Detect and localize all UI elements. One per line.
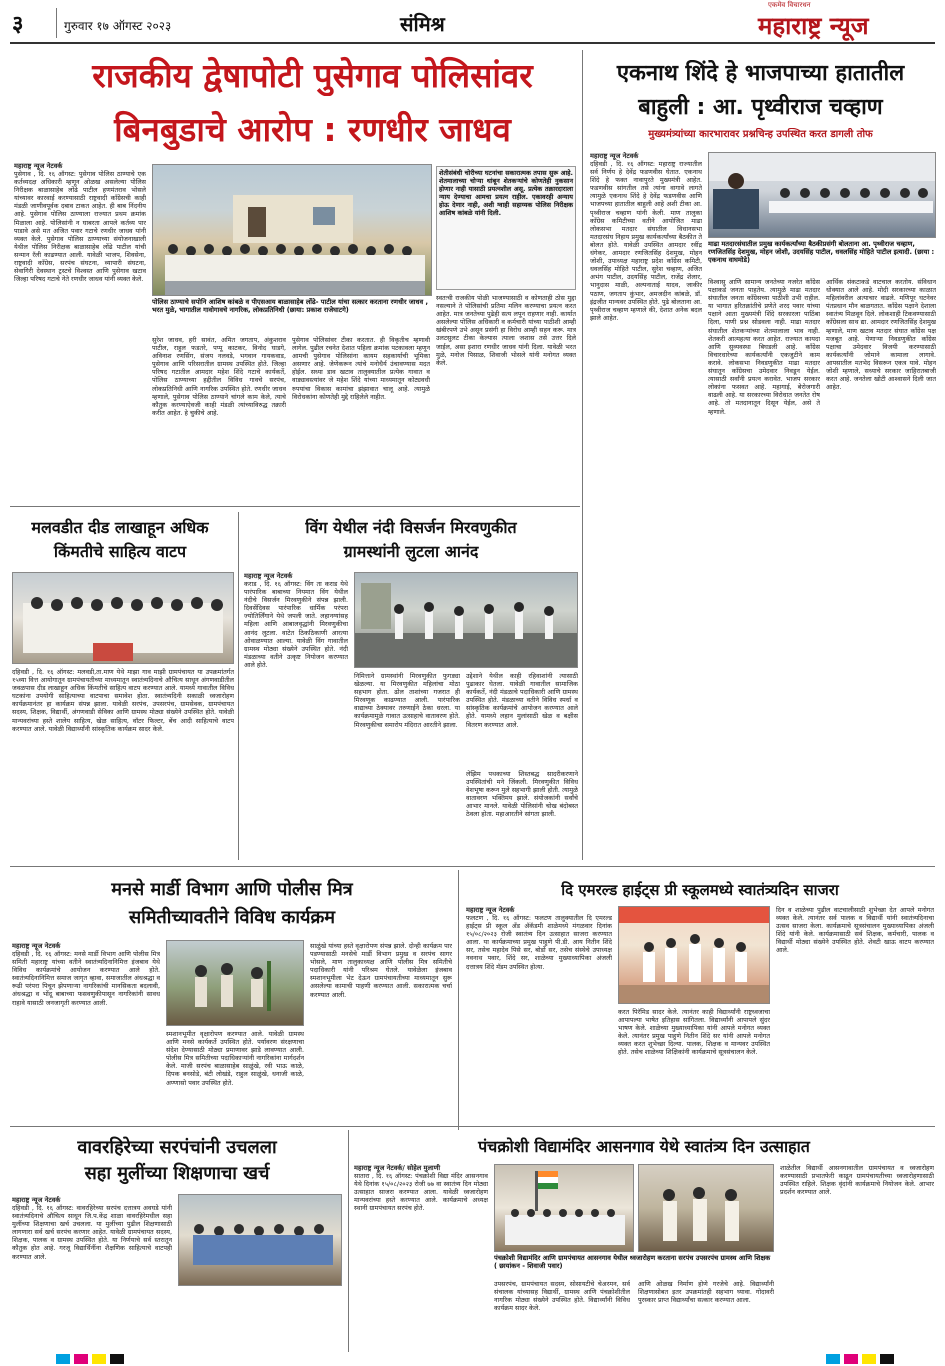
story7-photo [178,1194,342,1286]
story4-col1-text: कराड , दि. १६ ऑगस्ट: विंग ता कराड येथे पारंपारिक बाबाच्या नियमात विंग येथील नंदीचे विसर्जन मिरवणुकीने संपन्न झाली. दिवसेंदिवस पारंपारिक धार्मिक परंपरा ज्योतिर्लिंगाने येथे जपली जाते. लहानग्यांसह महिला आणि आबालवृद्धांनी मिरवणुकीचा आनंद लुटला. वाटेत ठिकठिकाणी आरत्या ओवाळण्यात आल्या. यावेळी विंग गावातील ग्रामस्थ मोठ्या संख्येने उपस्थित होते. नंदी मंडळाच्या वतीने उत्कृष्ट नियोजन करण्यात आले होते. [244,580,348,669]
story8-byline: महाराष्ट्र न्यूज नेटवर्क/ सोहेल मुलाणी [354,1164,441,1172]
page-number: ३ [12,12,24,37]
cyan-swatch [56,1354,70,1364]
page-header [0,0,945,44]
story3-photo-art [13,573,234,664]
story3-headline-line2: किंमतीचे साहित्य वाटप [53,542,187,561]
story3-body: दहिवडी , दि. १६ ऑगस्ट: मलवडी,ता.माण येथे माझा गाव माझी ग्रामपंचायत या उपक्रमांतर्गत १५व्या वित्त आयोगातून ग्रामपंचायतीच्या माध्यमातून स्वातंत्र्यदिनाचे औचित्य साधून अंगणवाडीतील जवळपास दीड लाखाहून अधिक किंमतीचे साहित्य वाटप करण्यात आले. यामध्ये गावातील विविध घटकांना उपयोगी साहित्याच्या वाटपाचा समावेश होता. स्वातंत्र्यदिनी सकाळी ध्वजारोहण कार्यक्रमानंतर हा कार्यक्रम संपन्न झाला. यावेळी सरपंच, उपसरपंच, ग्रामसेवक, ग्रामपंचायत सदस्य, शिक्षक, विद्यार्थी, अंगणवाडी सेविका आणि ग्रामस्थ मोठ्या संख्येने उपस्थित होते. यावेळी मान्यवरांच्या हस्ते शालेय साहित्य, खेळ साहित्य, वॉटर फिल्टर, बेंच आदी साहित्याचे वाटप करण्यात आले. यावेळी विद्यार्थ्यांनी सांस्कृतिक कार्यक्रम सादर केले. [12,668,234,733]
story4-col2: निमित्ताने ग्रामस्थांनी मिरवणुकीत फुगड्या खेळल्या. या मिरवणुकीत महिलांचा मोठा सहभाग होता. ढोल ताशांच्या गजरात ही मिरवणूक काढण्यात आली. पारंपारिक वाद्याच्या ठेक्यावर तरुणाईने ठेका धरला. या कार्यक्रमामुळे गावात उत्साहाचे वातावरण होते. मिरवणुकीचा समारोप मंदिरात आरतीने झाला. [354,672,460,729]
story1-col4: स्वतःची राजकीय पोळी भाजण्यासाठी व कोणताही ठोस मुद्दा नसल्याने ते पोलिसांची प्रतिमा मलिन करण्याचा प्रयत्न करत आहेत. मात्र जनतेच्या पुढेही सत्य लपून राहणार नाही. कार्यात असलेल्या पोलिस अधिकारी व कर्मचारी यांच्या पाठीशी आम्ही खंबीरपणे उभे असून प्रसंगी हा विरोध आम्ही सहन करू. मात्र उलटसुलट टीका केल्यास त्याला जशास तसे उत्तर दिले जाईल, असा इशारा रणधीर जाधव यांनी दिला. यावेळी भरत मुळे, मनोज पिसाळ, शिवाजी भोसले यांनी मनोगत व्यक्त केले. [436,294,576,367]
story5-col3: साळुंखे यांच्या हस्ते वृक्षारोपण संपन्न झाले. दोन्ही कार्यक्रम पार पडण्यासाठी मनसेचे मार्डी विभाग प्रमुख व सरपंच सागर भोसले, माण तालुकाध्यक्ष आणि पोलीस मित्र समितीचे पदाधिकारी यांनी परिश्रम घेतले. यावेळेला इंजबाव स्मशानभूमीला भेट देऊन ग्रामपंचायतीच्या माध्यमातून सुरू असलेल्या कामाची पाहणी करण्यात आली. सकारात्मक चर्चा करण्यात आली. [310,942,452,999]
story1-col3: पुसेगाव पोलिसांवर टीका करतात. ही विकृतीच म्हणावी लागेल. पुढील रचनेत देशात पहिला क्रमांक पटकावला म्हणून आमची पुसेगाव पोलिसांना कायम सहकार्याची भूमिका असणार आहे. जेणेकरून त्यांचे मनोधैर्य उंचावण्यास मदत होईल. सध्या डाव खटाव तालुक्यातील प्रत्येक गावात व वाड्यावस्त्यांवर जे महेश शिंदे यांच्या माध्यमातून कोट्यवधी रुपयांचा विकास कामांचा झंझावात चालू आहे. त्यामुळे विरोधकांना कोणतेही मुद्दे राहिलेले नाहीत. [292,336,430,401]
story2-subhead: मुख्यमंत्र्यांच्या कारभारावर प्रश्नचिन्ह उपस्थित करत डागली तोफ [648,129,873,140]
cyan-swatch [826,1354,840,1364]
story4-col3: उद्देशाने येथील काही रहिवाशांनी त्यासाठी पुढाकार घेतला. यावेळी गावातील सामाजिक कार्यकर्ते, नंदी मंडळाचे पदाधिकारी आणि ग्रामस्थ उपस्थित होते. मंडळाच्या वतीने विविध स्पर्धा व सांस्कृतिक कार्यक्रमांचे आयोजन करण्यात आले होते. यामध्ये लहान मुलांसाठी खेळ व बक्षीस वितरण करण्यात आले. [466,672,578,729]
story2-caption [708,240,936,274]
story6-photo [618,906,770,1004]
story4-photo [354,572,578,668]
story1-photo-art [153,165,432,296]
story5-col1-text: दहिवडी , दि. १६ ऑगस्ट: मनसे मार्डी विभाग आणि पोलीस मित्र समिती महाराष्ट्र यांच्या वतीने स्वातंत्र्यदिनानिमित्त इंजबाव येथे विविध कार्यक्रमांचे आयोजन करण्यात आले होते. स्वातंत्र्यदिनानिमित्त समाज जागृत व्हावा, समाजातील अंधश्रद्धा व रूढी परंपरा पिचून झेपणाऱ्या नागरिकांची मानसिकता बदलावी, अंधश्रद्धा व भोंदू बाबाच्या फसवणुकीपासून नागरिकांनी सावध राहावे यासाठी जनजागृती करण्यात आली. [12,950,160,1007]
black-swatch [110,1354,124,1364]
story8-col1 [354,1164,488,1348]
story8-photo-1 [494,1164,634,1252]
story6-col1-text: फलटण , दि. १६ ऑगस्ट: फलटण तालुक्यातील दि एमरल्ड हाईट्स प्री स्कूल अँड ॲकॅडमी शाळेमध्ये मंगळवार दिनांक १५/०८/२०२३ रोजी स्वातंत्र्य दिन उत्साहात साजरा करण्यात आला. या कार्यक्रमाच्या प्रमुख पाहुणे पी.डी. आय नितीन शिंदे सर, तसेच महादेव पिसे सर, बोर्डो सर, तसेच संस्थेचे उपाध्यक्ष नवनाथ पवार, शिंदे सर, शाळेच्या मुख्याध्यापिका अंजली दत्तात्रय शिंदे मॅडम उपस्थित होत्या. [466,914,612,971]
story1-photo [152,164,432,296]
story8-col1-text: सातारा , दि. १६ ऑगस्ट: पंचक्रोशी विद्या मंदिर आसनगाव येथे दिनांक १५/०८/२०२३ रोजी ७७ वा स्वातंत्र्य दिन मोठ्या उत्साहात साजरा करण्यात आला. यावेळी ध्वजारोहण मान्यवरांच्या हस्ते करण्यात आले. कार्यक्रमाचे अध्यक्ष स्थानी ग्रामपंचायत सरपंच होते. [354,1172,488,1213]
story2-col1-text: दहिवडी , दि. १६ ऑगस्ट: महाराष्ट्र राज्यातील सर्व निर्णय हे देवेंद्र फडणवीस घेतात. एकनाथ शिंदे हे फक्त नावापुरते मुख्यमंत्री आहेत. फडणवीस सांगतील तसे त्यांना वागावे लागते त्यामुळे एकनाथ शिंदे हे देवेंद्र फडणवीस आणि भाजपच्या हातातील बाहुली आहे अशी टीका आ. पृथ्वीराज चव्हाण यांनी केली. माण तालुका काँग्रेस कमिटीच्या वतीने आयोजित माढा लोकसभा मतदार संघातील विधानसभा मतदारसंघ निहाय प्रमुख कार्यकर्त्यांच्या बैठकीत ते बोलत होते. यावेळी उपस्थित आमदार रवींद्र धंगेकर, आमदार रणजितसिंह देशमुख, मोहन जोशी, उपाध्यक्ष महाराष्ट्र प्रदेश काँग्रेस कमिटी, धवलसिंह मोहिते पाटील, सुरेश चव्हाण, अजित अभंग पाटील, उदयसिंह पाटील, राजेंद्र शेलार, भानुदास माळी, अल्पनाताई यादव, जाकीर पठाण, जगताप कुंभार, अमजदीन कांबळे, डॉ. इंद्रजीत मान्यवर उपस्थित होते. पुढे बोलताना आ. पृथ्वीराज चव्हाण म्हणाले की, देशात अनेक बदल झाले आहेत. [590,160,702,322]
story5-headline-line2: समितीच्यावतीने विविध कार्यक्रम [128,907,336,928]
magenta-swatch [844,1354,858,1364]
story4-headline-line2: ग्रामस्थांनी लुटला आनंद [343,542,479,561]
issue-date: गुरुवार १७ ऑगस्ट २०२३ [64,19,172,33]
story8-caption [494,1254,774,1276]
story1-sidebar: शेतीसंबंधी चोरीच्या घटनांचा सकारात्मक तपास सुरू आहे. शेतमालाच्या चोऱ्या थांबून शेतकऱ्यांचे कोणतेही नुकसान होणार नाही यासाठी प्रयत्नशील असू. प्रत्येक तक्रारदाराला न्याय देण्याचा आमचा प्रयत्न राहील. एकावरही अन्याय होऊ देणार नाही, अशी ग्वाही सहाय्यक पोलिस निरीक्षक आशिष कांबळे यांनी दिली. [436,166,576,290]
story4-photo-art [355,573,578,668]
magenta-swatch [74,1354,88,1364]
print-registration-strip [0,1354,945,1366]
story6-byline: महाराष्ट्र न्यूज नेटवर्क [466,906,515,914]
story2-headline-line1: एकनाथ शिंदे हे भाजपाच्या हातातील [616,61,905,86]
story1-byline: महाराष्ट्र न्यूज नेटवर्क [14,162,63,170]
story4-col4: लेझिम पथकाच्या शिस्तबद्ध सादरीकरणाने उपस्थितांची मने जिंकली. मिरवणुकीत विविध वेशभूषा करून मुले सहभागी झाली होती. त्यामुळे वातावरण भक्तिमय झाले. संयोजकांनी सर्वांचे आभार मानले. यावेळी पोलिसांनी चोख बंदोबस्त ठेवला होता. महाआरतीने सांगता झाली. [466,770,578,819]
story8-photo-2 [638,1164,774,1252]
story1-headline-line1: राजकीय द्वेषापोटी पुसेगाव पोलिसांवर [92,56,533,95]
story5-col2: स्मशानभूमीत वृक्षारोपण करण्यात आले. यावेळी ग्रामस्थ आणि मनसे कार्यकर्ते उपस्थित होते. पर्यावरण संरक्षणाचा संदेश देण्यासाठी मोठ्या प्रमाणावर झाडे लावण्यात आली. पोलीस मित्र समितीच्या पदाधिकाऱ्यांनी नागरिकांना मार्गदर्शन केले. माजी सरपंच बाळासाहेब साळुंखे, रवी भाऊ काळे, दिपक बनसोडे, बंटी लोखंडे, राहुल साळुंखे, धनाजी काळे, अण्णासो पवार उपस्थित होते. [166,1030,304,1087]
story8-photo-1-art [495,1165,634,1252]
story7-body-cont [178,1290,342,1348]
brand-tagline: एकमेव विचारधन [768,1,811,9]
story2-byline: महाराष्ट्र न्यूज नेटवर्क [590,152,639,160]
story5-photo-art [167,941,304,1026]
story5-col1 [12,942,160,1118]
story1-col1 [14,162,146,574]
story7-body-text: दहिवडी , दि. १६ ऑगस्ट: वावरहिरेच्या सरपंच दत्तात्रय अवघडे यांनी स्वातंत्र्यदिनाचे औचित्य साधून जि.प.केंद्र शाळा वावरहिरेमधील सहा मुलींच्या शिक्षणाचा खर्च उचलला. या मुलींच्या पुढील शिक्षणासाठी लागणारा सर्व खर्च सरपंच करणार आहेत. यावेळी ग्रामपंचायत सदस्य, शिक्षक, पालक व ग्रामस्थ उपस्थित होते. या निर्णयाचे सर्व स्तरातून कौतुक होत आहे. गरजू विद्यार्थिनींना शैक्षणिक साहित्याचे वाटपही करण्यात आले. [12,1204,172,1261]
story8-col4: शाळेतील विद्यार्थी आसनगावातील ग्रामपंचायत व ध्वजारोहण करण्यासाठी प्रभातफेरी काढून ग्रामपंचायतीच्या ध्वजारोहणासाठी उपस्थित राहिले. शिक्षक वृंदांनी कार्यक्रमाचे नियोजन केले. आभार प्रदर्शन करण्यात आले. [780,1164,934,1197]
story1-caption-text: पोलिस ठाण्याचे सपोनि आशिष कांबळे व पीएसआय बाळासाहेब लोंढे- पाटील यांचा सत्कार करताना रणधीर जाधव , भरत मुळे, भागातील गावोगावचे नागरिक, लोकप्रतिनिधी [152,298,428,315]
story6-col2: करत पिरॅमिड सादर केले. त्यानंतर काही विद्यार्थ्यांनी राष्ट्रध्वजाचा आपापल्या भाषेत इतिहास सांगितला. विद्यार्थ्यांनी आपापले सुंदर भाषण केले. शाळेच्या मुख्याध्यापिका यांनी आपले मनोगत व्यक्त केले. त्यानंतर प्रमुख पाहुणे नितीन शिंदे सर यांनी आपले मनोगत व्यक्त करत शुभेच्छा दिल्या. पालक, शिक्षक व मान्यवर उपस्थित होते. तसेच शाळेच्या शिक्षिकांनी कार्यक्रमाचे सूत्रसंचालन केले. [618,1008,770,1057]
story2-col3: आर्थिक संकटाकडे वाटचाल करतोय. संविधान धोक्यात आले आहे. मोदी सरकारच्या काळात महिलांवरील अत्याचार वाढले. मणिपूर घटनेवर पंतप्रधान मौन बाळगतात. काँग्रेस पक्षाने देशाला स्वातंत्र्य मिळवून दिले. लोकशाही टिकवण्यासाठी काँग्रेसला साथ द्या. आमदार रणजितसिंह देशमुख म्हणाले, माण खटाव मतदार संघात काँग्रेस पक्ष मजबूत आहे. येणाऱ्या निवडणुकीत काँग्रेस पक्षाचा उमेदवार विजयी करण्यासाठी कार्यकर्त्यांनी जोमाने कामाला लागावे. आपसातील मतभेद विसरून एकत्र यावे. मोहन जोशी म्हणाले, सध्याचे सरकार जाहिरातबाजी करत आहे. जनतेला खोटी आश्वासने दिली जात आहेत. [826,278,936,392]
story1-caption [152,298,432,332]
story3-photo [12,572,234,664]
story4-headline-line1: विंग येथील नंदी विसर्जन मिरवणुकीत [305,518,517,537]
black-swatch [880,1354,894,1364]
story5-headline-line1: मनसे मार्डी विभाग आणि पोलीस मित्र [111,879,353,900]
story8-col3: आणि ओळख निर्माण होणे गरजेचे आहे. विद्यार्थ्यांनी शिक्षणासोबत इतर उपक्रमांतही सहभाग घ्यावा. गोदावरी पुरस्कार प्राप्त विद्यार्थ्यांचा सत्कार करण्यात आला. [638,1280,774,1305]
story7-byline: महाराष्ट्र न्यूज नेटवर्क [12,1196,61,1204]
story8-headline: पंचक्रोशी विद्यामंदिर आसनगाव येथे स्वातंत्र्य दिन उत्साहात [478,1137,810,1156]
yellow-swatch [92,1354,106,1364]
story2-col2: विश्वासु आणि सामान्य जनतेच्या नजरेत काँग्रेस पक्षाकडे जनता पाहतेय. त्यामुळे माढा मतदार संघातील जनता काँग्रेसच्या पाठीशी उभी राहील. या भागात हरितक्रांतीचे प्रणेते शरद पवार यांच्या पक्षाने आता मुख्यमंत्री शिंदे सरकारला पाठिंबा दिला, पाणी प्रश्न सोडवला नाही. माढा मतदार संघातील शेतकऱ्यांच्या शेतमालाला भाव नाही. शेतकरी आत्महत्या करत आहेत. राज्यात कायदा आणि सुव्यवस्था बिघडली आहे. काँग्रेस विचारधारेच्या कार्यकर्त्यांनी एकजुटीने काम करावे. लोकसभा निवडणुकीत माढा मतदार संघातून काँग्रेसचा उमेदवार निवडून येईल. त्यासाठी सर्वांनी प्रयत्न करावेत. भाजप सरकार लोकांना फसवत आहे. महागाई, बेरोजगारी वाढली आहे. या सरकारच्या विरोधात जनतेत रोष आहे. तो मतदानातून दिसून येईल, असे ते म्हणाले. [708,278,820,416]
story8-caption-text: पंचक्रोशी विद्यामंदिर आणि ग्रामपंचायत आसनगाव येथील ध्वजारोहण करताना सरपंच उपसरपंच ग्रामस्थ आणि शिक्षक [494,1254,771,1262]
story7-headline-line2: सहा मुलींच्या शिक्षणाचा खर्च [84,1163,270,1184]
section-name: संमिश्र [400,12,445,36]
story8-photo-credit: ( छायांकन - शिवाजी पवार) [494,1262,563,1271]
story1-photo-credit: (छाया: प्रकाश राजेघाटगे) [286,306,349,315]
story4-col1 [244,572,348,860]
story3-headline-line1: मलवडीत दीड लाखाहून अधिक [31,518,209,537]
story6-photo-art [619,907,770,1004]
yellow-swatch [862,1354,876,1364]
story2-headline-line2: बाहुली : आ. पृथ्वीराज चव्हाण [638,95,883,120]
brand-logo: महाराष्ट्र न्यूज [758,12,869,40]
story2-photo [708,152,936,238]
story8-col2: उपसरपंच, ग्रामपंचायत सदस्य, सोसायटीचे चेअरमन, सर्व संचालक यांच्यासह विद्यार्थी, ग्रामस्थ आणि पंचक्रोशीतील नागरिक मोठ्या संख्येने उपस्थित होते. विद्यार्थ्यांनी विविध कार्यक्रम सादर केले. [494,1280,630,1313]
story2-caption-text: माढा मतदारसंघातील प्रमुख कार्यकर्त्यांच्या बैठकीप्रसंगी बोलताना आ. पृथ्वीराज चव्हाण, रणजितसिंह देशमुख, मोहन जोशी, उदयसिंह पाटील, धवलसिंह मोहिते पाटील इत्यादी. [708,240,915,257]
story7-headline-line1: वावरहिरेच्या सरपंचांनी उचलला [77,1137,277,1158]
story7-photo-art [179,1195,342,1286]
story7-body [12,1196,172,1348]
story6-col1 [466,906,612,1118]
story5-photo [166,940,304,1026]
story1-headline-line2: बिनबुडाचे आरोप : रणधीर जाधव [114,110,511,149]
story1-col2: सुरेश जाधव, हरी सावंत, अमित जगताप, अंकुशराव पाटील, राहुल फडतरे, पप्पू काटकर, विनोद घाडगे, अविनाश रणसिंग, संजय नलवडे, भगवान गायकवाड, पुसेगाव आणि परिसरातील ग्रामस्थ उपस्थित होते. जिल्हा परिषद गटातील आमदार महेश शिंदे गटाचे कार्यकर्ते, पोलिस ठाण्याच्या हद्दीतील विविध गावचे सरपंच, लोकप्रतिनिधी आणि नागरिक उपस्थित होते. रणधीर जाधव म्हणाले, पुसेगाव पोलिस ठाण्याने चांगले काम केले, त्याचे कौतुक करण्याऐवजी काही मंडळी त्यांच्याविरुद्ध तक्रारी करीत आहेत. हे चुकीचे आहे. [152,336,286,417]
story6-col3: दिन व शाळेच्या पुढील वाटचालीसाठी शुभेच्छा देत आपले मनोगत व्यक्त केले. त्यानंतर सर्व पालक व विद्यार्थी यांनी स्वातंत्र्यदिनाचा उत्सव साजरा केला. कार्यक्रमाचे सूत्रसंचालन मुख्याध्यापिका अंजली शिंदे यांनी केले. कार्यक्रमासाठी सर्व शिक्षक, कर्मचारी, पालक व विद्यार्थी मोठ्या संख्येने उपस्थित होते. शेवटी खाऊ वाटप करण्यात आले. [776,906,934,955]
story5-byline: महाराष्ट्र न्यूज नेटवर्क [12,942,61,950]
story4-byline: महाराष्ट्र न्यूज नेटवर्क [244,572,293,580]
story2-photo-art [709,153,936,238]
story6-headline: दि एमरल्ड हाईट्स प्री स्कूलमध्ये स्वातंत्र्यदिन साजरा [561,881,839,899]
story2-col1 [590,152,702,864]
story1-col1-text: पुसेगाव , दि. १६ ऑगस्ट: पुसेगाव पोलिस ठाण्याचे एक कर्तव्यदक्ष अधिकारी म्हणून ओळख असलेल्या पोलिस निरीक्षक बाळासाहेब लोंढे पाटील हणमंतराव भोसले यांच्यावर कारवाई करण्यासाठी राष्ट्रवादी काँग्रेसची काही मंडळी जाणीवपूर्वक दबाव टाकत आहेत. ही बाब निंदनीय आहे. पुसेगाव पोलिस ठाण्याला राज्यात प्रथम क्रमांक मिळाला आहे. पोलिसांनी न घाबरता आपले कर्तव्य पार पाडावे असे मत अजित पवार गटाचे रणधीर जाधव यांनी व्यक्त केले. पुसेगाव पोलिस ठाण्याच्या संयोजनाखाली येथील पोलिस निरीक्षक बाळासाहेब लोंढे पाटील यांची सन्मान रॅली काढण्यात आली. यावेळी भाजप, शिवसेना, राष्ट्रवादी काँग्रेस, सरपंच संघटना, व्यापारी संघटना, सेवागिरी देवस्थान ट्रस्टचे विश्वस्त आणि पुसेगाव खटाव जिल्हा परिषद गटाचे नेते रणधीर जाधव यांनी व्यक्त केले. [14,170,146,284]
story2-photo-credit: (छाया : एकनाथ वाघमोडे) [708,248,935,265]
story8-photo-2-art [639,1165,774,1252]
